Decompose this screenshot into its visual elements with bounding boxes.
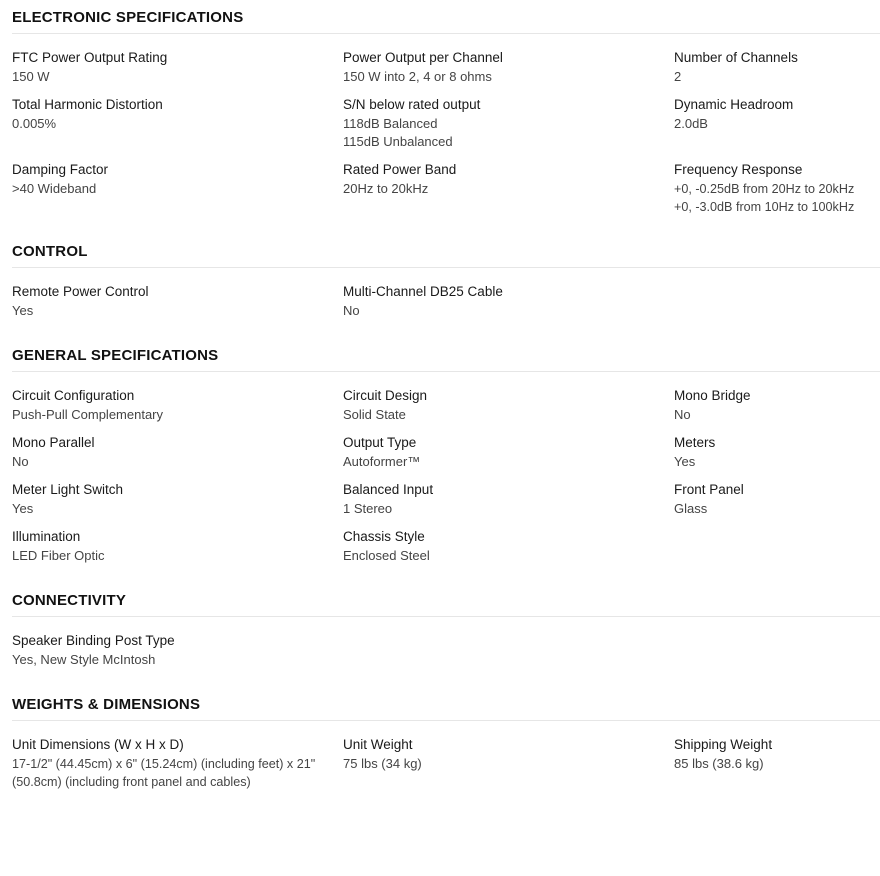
spec-label: Shipping Weight	[674, 737, 773, 752]
spec-value: 2	[674, 69, 682, 84]
spec-item	[674, 736, 880, 791]
spec-value: 1 Stereo	[343, 501, 393, 516]
spec-value: 118dB Balanced 115dB Unbalanced	[343, 116, 453, 149]
spec-value: 20Hz to 20kHz	[343, 181, 429, 196]
spec-value: No	[674, 407, 691, 422]
spec-value: 0.005%	[12, 116, 57, 131]
section-title: GENERAL SPECIFICATIONS	[12, 347, 219, 364]
spec-item	[12, 736, 343, 791]
spec-value: 17-1/2" (44.45cm) x 6" (15.24cm) (including feet) x 21" (50.8cm) (including front panel and cables)	[12, 757, 316, 789]
spec-label: Chassis Style	[343, 529, 425, 544]
spec-value: 85 lbs (38.6 kg)	[674, 756, 764, 771]
section-divider	[12, 720, 880, 721]
spec-item	[12, 481, 343, 518]
spec-label: Mono Parallel	[12, 435, 95, 450]
spec-label: Mono Bridge	[674, 388, 751, 403]
section-title: WEIGHTS & DIMENSIONS	[12, 696, 201, 713]
spec-label: Number of Channels	[674, 50, 798, 65]
spec-label: Power Output per Channel	[343, 50, 503, 65]
spec-label: Unit Dimensions (W x H x D)	[12, 737, 184, 752]
section-electronic	[12, 0, 880, 216]
spec-grid	[12, 49, 880, 216]
spec-item	[343, 528, 674, 565]
spec-label: Damping Factor	[12, 162, 109, 177]
spec-value: No	[343, 303, 360, 318]
spec-item	[343, 736, 674, 791]
section-connectivity	[12, 583, 880, 669]
spec-label: Meters	[674, 435, 716, 450]
spec-label: Remote Power Control	[12, 284, 149, 299]
spec-label: Multi-Channel DB25 Cable	[343, 284, 503, 299]
spec-value: 150 W into 2, 4 or 8 ohms	[343, 69, 492, 84]
spec-item	[12, 96, 343, 151]
spec-item	[12, 387, 343, 424]
spec-item	[12, 161, 343, 216]
spec-item	[343, 481, 674, 518]
spec-label: Circuit Design	[343, 388, 428, 403]
spec-value: Push-Pull Complementary	[12, 407, 164, 422]
spec-value: LED Fiber Optic	[12, 548, 105, 563]
spec-value: >40 Wideband	[12, 181, 97, 196]
spec-label: Frequency Response	[674, 162, 803, 177]
spec-grid	[12, 632, 880, 669]
section-general	[12, 338, 880, 565]
spec-value: Yes	[674, 454, 696, 469]
section-title: CONNECTIVITY	[12, 592, 127, 609]
spec-item	[12, 283, 343, 320]
spec-item	[12, 528, 343, 565]
spec-label: S/N below rated output	[343, 97, 481, 112]
spec-item	[674, 96, 880, 151]
spec-label: Balanced Input	[343, 482, 434, 497]
spec-label: Meter Light Switch	[12, 482, 124, 497]
spec-value: No	[12, 454, 29, 469]
spec-value: 2.0dB	[674, 116, 708, 131]
spec-value: Enclosed Steel	[343, 548, 430, 563]
spec-value: 150 W	[12, 69, 50, 84]
spec-label: Dynamic Headroom	[674, 97, 794, 112]
spec-item	[12, 49, 343, 86]
spec-label: FTC Power Output Rating	[12, 50, 168, 65]
section-control	[12, 234, 880, 320]
spec-item	[343, 283, 674, 320]
spec-value: Yes	[12, 501, 34, 516]
spec-grid	[12, 387, 880, 565]
spec-label: Illumination	[12, 529, 81, 544]
section-title: CONTROL	[12, 243, 88, 260]
spec-item	[12, 632, 343, 669]
spec-label: Rated Power Band	[343, 162, 457, 177]
spec-item	[343, 161, 674, 216]
section-divider	[12, 267, 880, 268]
spec-item	[674, 434, 880, 471]
section-weights-dimensions	[12, 687, 880, 791]
spec-value: +0, -0.25dB from 20Hz to 20kHz +0, -3.0dB from 10Hz to 100kHz	[674, 182, 855, 214]
spec-value: Autoformer™	[343, 454, 421, 469]
spec-item	[674, 161, 880, 216]
spec-item	[674, 481, 880, 518]
spec-item	[343, 387, 674, 424]
spec-item	[12, 434, 343, 471]
spec-value: Yes, New Style McIntosh	[12, 652, 156, 667]
spec-value: 75 lbs (34 kg)	[343, 756, 422, 771]
spec-item	[343, 96, 674, 151]
spec-item	[343, 49, 674, 86]
spec-item	[674, 387, 880, 424]
spec-item	[674, 49, 880, 86]
spec-label: Circuit Configuration	[12, 388, 135, 403]
spec-label: Speaker Binding Post Type	[12, 633, 175, 648]
spec-label: Total Harmonic Distortion	[12, 97, 163, 112]
spec-value: Yes	[12, 303, 34, 318]
section-divider	[12, 616, 880, 617]
spec-label: Front Panel	[674, 482, 744, 497]
section-divider	[12, 33, 880, 34]
spec-grid	[12, 736, 880, 791]
spec-label: Output Type	[343, 435, 417, 450]
spec-value: Glass	[674, 501, 708, 516]
section-title: ELECTRONIC SPECIFICATIONS	[12, 9, 244, 26]
spec-value: Solid State	[343, 407, 406, 422]
section-divider	[12, 371, 880, 372]
spec-grid	[12, 283, 880, 320]
spec-item	[343, 434, 674, 471]
spec-label: Unit Weight	[343, 737, 413, 752]
